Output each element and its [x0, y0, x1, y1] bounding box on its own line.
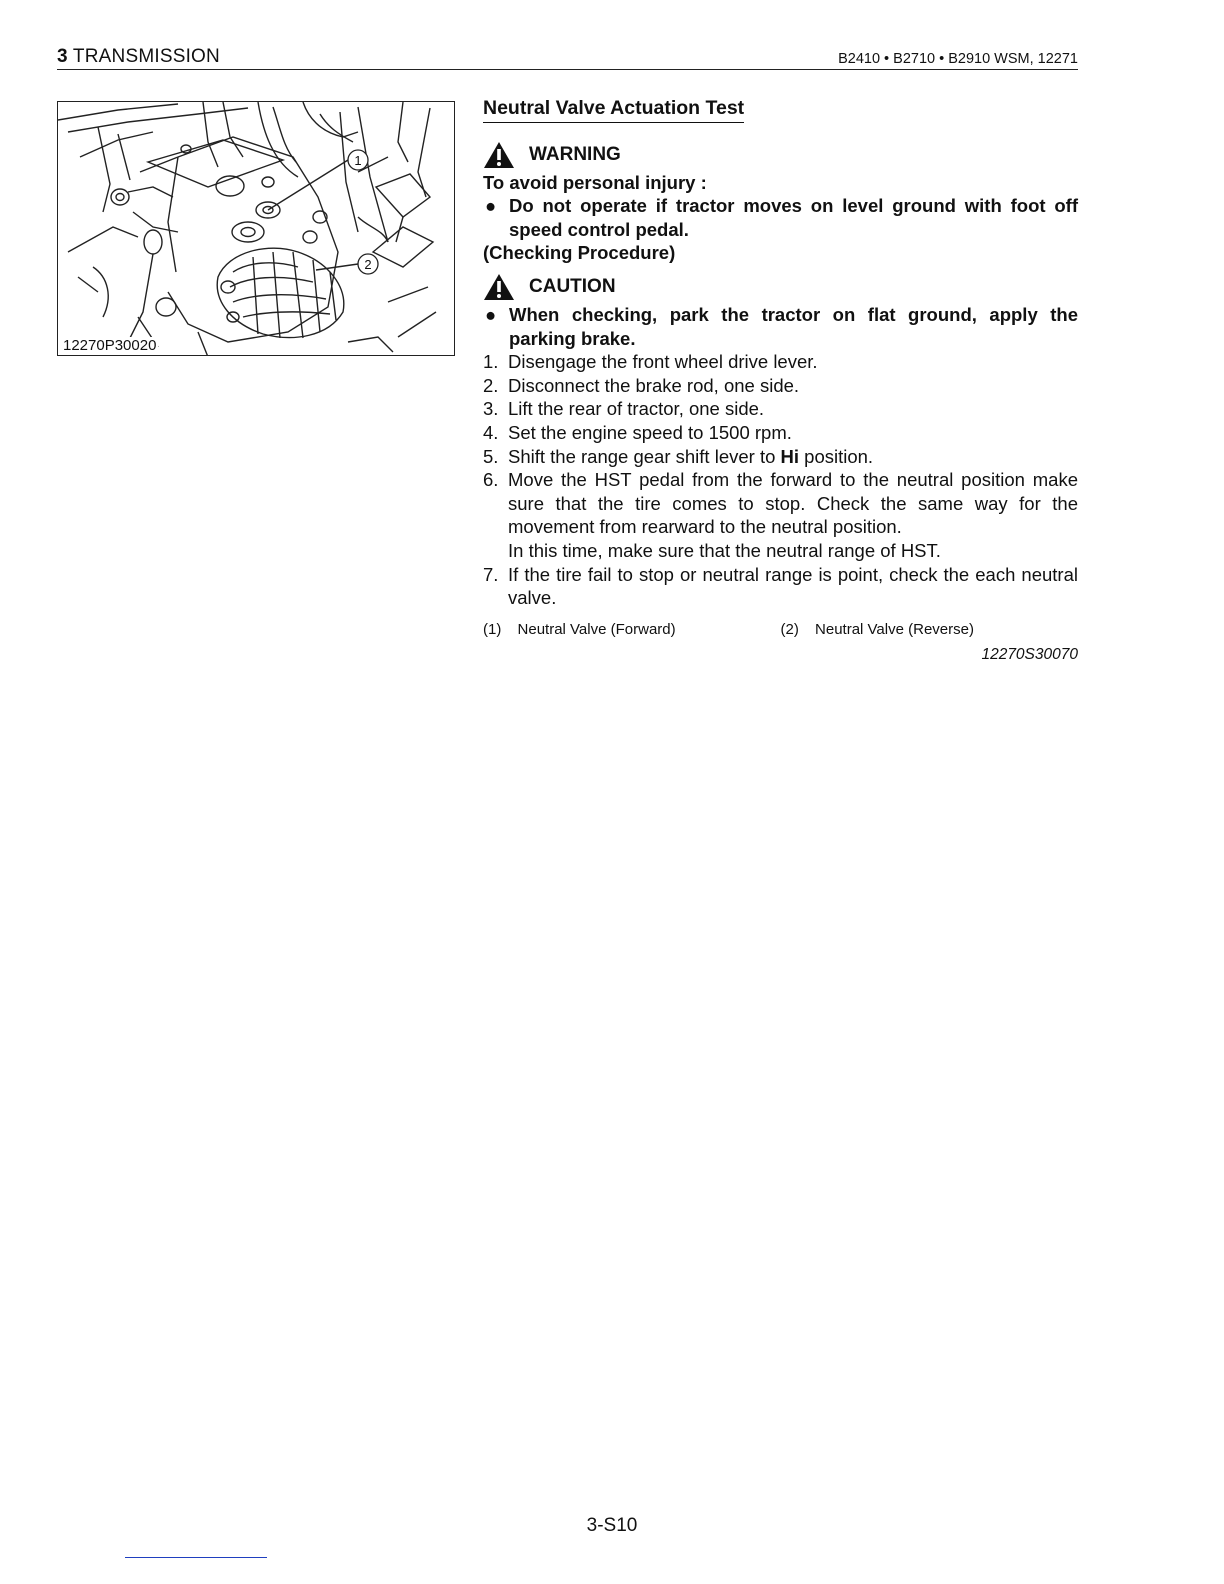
step-text: Lift the rear of tractor, one side. [508, 398, 765, 420]
step-number: 2. [483, 374, 499, 396]
step-text [508, 446, 873, 467]
list-item [483, 421, 1078, 445]
footer-rule [125, 1557, 267, 1558]
legend-label: Neutral Valve (Reverse) [815, 620, 974, 638]
step-number: 3. [483, 398, 499, 420]
step-text: Move the HST pedal from the forward to the neutral position make sure that the tire comes to stop. Check the same way for the movement from rearward to the neutral position. [508, 469, 1078, 538]
step-number: 6. [483, 469, 499, 491]
step-text-after: position. [799, 445, 874, 467]
manual-reference: B2410 • B2710 • B2910 WSM, 12271 [838, 51, 1078, 67]
step-text-before: Shift the range gear shift lever to [508, 445, 781, 467]
step-number: 7. [483, 563, 499, 585]
list-item [483, 563, 1078, 610]
callout-1-label: 1 [354, 153, 362, 168]
document-code: 12270S30070 [981, 646, 1078, 664]
procedure-steps [483, 350, 1078, 610]
bullet-icon: ● [485, 303, 497, 325]
transmission-line-drawing [58, 102, 455, 356]
step-number: 4. [483, 421, 499, 443]
warning-heading [483, 139, 1078, 171]
warning-triangle-icon [483, 141, 515, 169]
warning-label: WARNING [529, 143, 621, 165]
callout-2-label: 2 [364, 257, 372, 272]
step-text: If the tire fail to stop or neutral range is point, check the each neutral valve. [508, 563, 1078, 609]
legend-item [781, 618, 1079, 642]
warning-bullet-text: Do not operate if tractor moves on level ground with foot off speed control pedal. [509, 195, 1078, 240]
legend-item [483, 618, 781, 642]
caution-label: CAUTION [529, 276, 616, 298]
warning-bullet [483, 194, 1078, 241]
figure-legend [483, 618, 1078, 642]
step-text: Disconnect the brake rod, one side. [508, 374, 800, 396]
caution-heading [483, 271, 1078, 303]
section-number: 3 [57, 46, 68, 67]
list-item [483, 468, 1078, 562]
step-text: Disengage the front wheel drive lever. [508, 351, 818, 373]
transmission-figure [57, 101, 455, 356]
main-content [483, 96, 1078, 667]
bullet-icon: ● [485, 195, 497, 217]
page-header [57, 44, 1078, 70]
legend-number: (2) [780, 620, 799, 638]
page-title: Neutral Valve Actuation Test [483, 97, 744, 123]
warning-intro: To avoid personal injury : [483, 171, 707, 193]
procedure-heading: (Checking Procedure) [483, 242, 676, 264]
section-heading [57, 46, 220, 68]
step-text-extra: In this time, make sure that the neutral range of HST. [508, 539, 941, 561]
list-item [483, 397, 1078, 421]
caution-triangle-icon [483, 273, 515, 301]
list-item [483, 374, 1078, 398]
step-number: 1. [483, 351, 499, 373]
caution-bullet-text: When checking, park the tractor on flat ground, apply the parking brake. [509, 303, 1078, 349]
list-item [483, 350, 1078, 374]
step-number: 5. [483, 445, 499, 467]
page-number: 3-S10 [586, 1515, 638, 1536]
step-text-bold: Hi [780, 445, 800, 467]
legend-label: Neutral Valve (Forward) [517, 620, 676, 638]
list-item [483, 445, 1078, 469]
legend-number: (1) [483, 620, 502, 638]
figure-code: 12270P30020 [63, 337, 157, 354]
caution-bullet [483, 303, 1078, 350]
step-text: Set the engine speed to 1500 rpm. [508, 421, 792, 443]
section-title: TRANSMISSION [72, 46, 220, 67]
